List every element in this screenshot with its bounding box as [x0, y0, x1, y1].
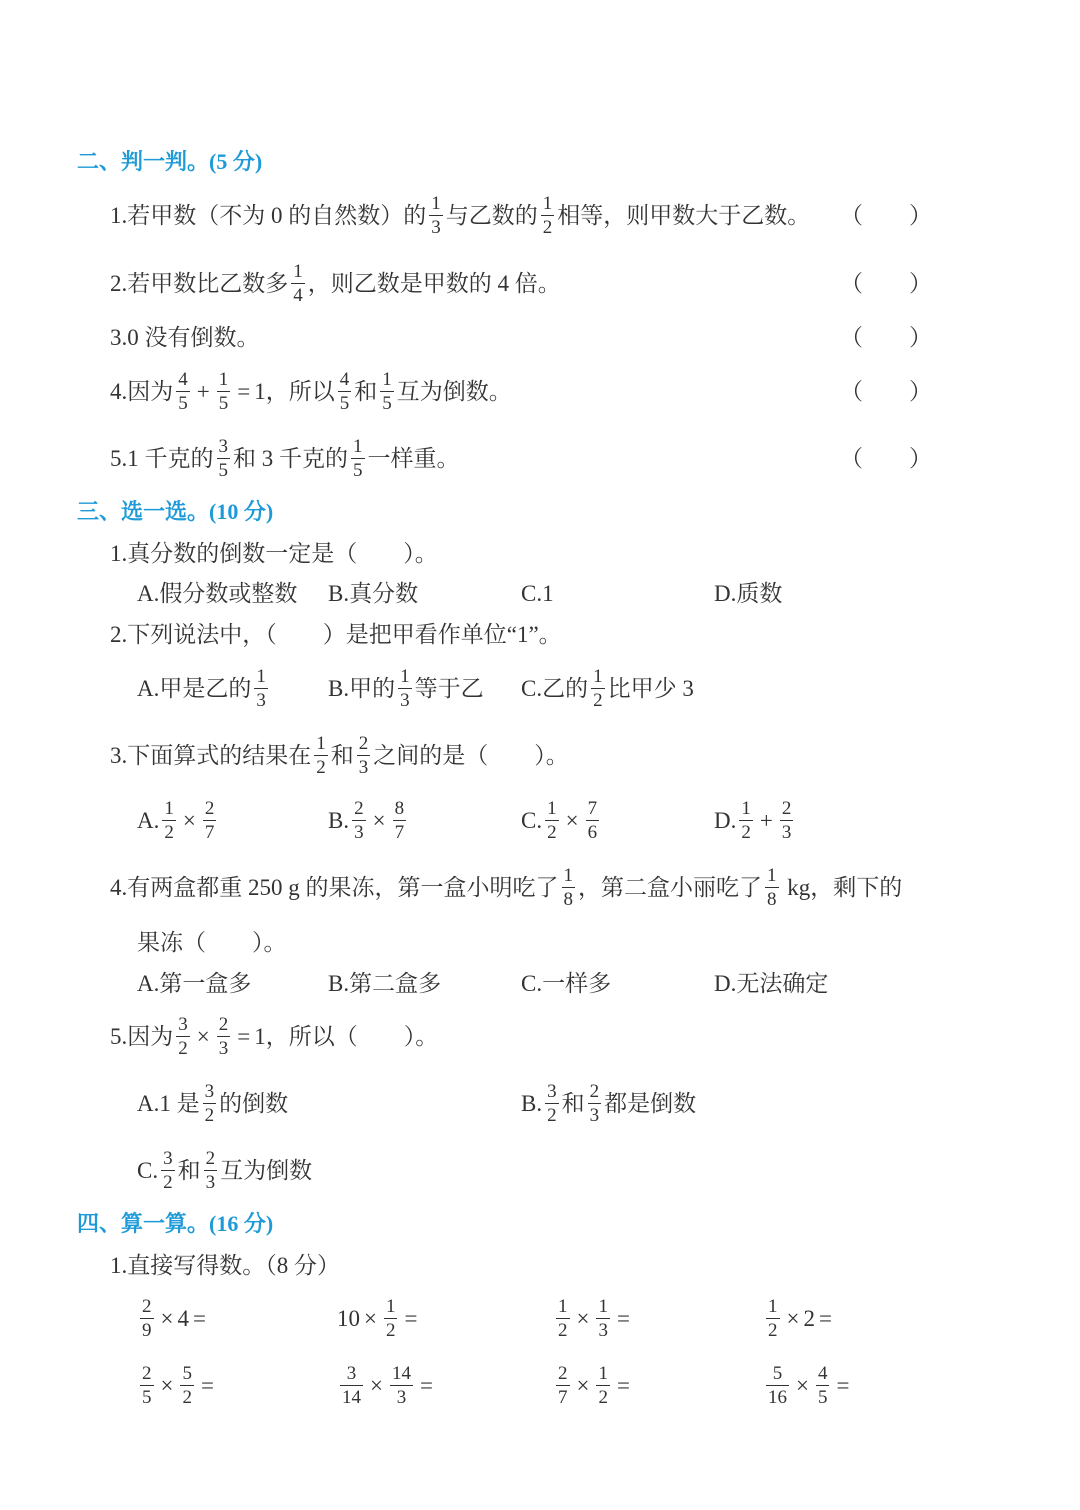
judge-question-5 [110, 434, 460, 482]
fraction [162, 799, 176, 842]
text-run: 1，所以（ ）。 [254, 1023, 439, 1049]
calc-problem [337, 1294, 421, 1342]
fraction [217, 370, 231, 413]
fraction-numerator: 2 [142, 1362, 152, 1384]
text-run: B.第二盒多 [328, 970, 442, 996]
fraction [140, 1297, 154, 1340]
fraction-numerator: 1 [293, 260, 303, 282]
fraction-numerator: 1 [385, 1295, 396, 1317]
option-c [521, 796, 602, 844]
choice-question-4 [110, 863, 902, 911]
fraction-numerator: 2 [142, 1295, 152, 1317]
fraction [161, 1149, 175, 1192]
fraction [340, 1364, 363, 1407]
fraction [203, 1082, 217, 1125]
fraction-denominator: 2 [385, 1319, 396, 1341]
operator-sign: + [759, 807, 773, 833]
text-run: 1.若甲数（不为 0 的自然数）的 [110, 202, 427, 228]
fraction [352, 799, 366, 842]
text-run: D.无法确定 [714, 970, 829, 996]
operator-sign: × [796, 1372, 809, 1398]
fraction [545, 1082, 559, 1125]
option-b [328, 959, 441, 1007]
fraction-denominator: 2 [547, 821, 557, 843]
operator-sign: = [237, 1023, 251, 1049]
fraction-numerator: 2 [781, 797, 792, 819]
fraction-numerator: 3 [204, 1080, 215, 1102]
operator-sign: × [372, 807, 386, 833]
calc-problem [553, 1361, 634, 1409]
section-heading: 四、算一算。(16 分) [77, 1211, 274, 1236]
text-run: B.真分数 [328, 580, 419, 606]
fraction [739, 799, 753, 842]
text-run: 之间的是（ ）。 [373, 742, 569, 768]
fraction-numerator: 1 [558, 1295, 568, 1317]
operator-sign: × [160, 1305, 174, 1331]
fraction [393, 799, 407, 842]
fraction-denominator: 3 [396, 1386, 407, 1408]
text-run: 3.下面算式的结果在 [110, 742, 312, 768]
option-d [714, 959, 828, 1007]
operator-sign: + [196, 378, 210, 404]
fraction-denominator: 2 [178, 1037, 188, 1059]
text-run: C.一样多 [521, 970, 612, 996]
fraction [351, 437, 365, 480]
fraction-denominator: 16 [768, 1386, 787, 1408]
fraction-numerator: 3 [340, 1364, 363, 1386]
operator-sign: = [200, 1372, 214, 1398]
text-run: 3.0 没有倒数。 [110, 324, 260, 350]
calc-problem [137, 1361, 218, 1409]
answer-bracket: （ ） [840, 324, 932, 350]
fraction-denominator: 7 [558, 1386, 568, 1408]
fraction-denominator: 2 [316, 756, 326, 778]
fraction [357, 734, 371, 777]
fraction [588, 1082, 602, 1125]
calc-problem [337, 1361, 437, 1409]
option-d [714, 569, 782, 617]
fraction-denominator: 3 [589, 1104, 600, 1126]
fraction [765, 866, 779, 909]
text-run: C. [521, 807, 543, 833]
fraction [176, 370, 190, 413]
fraction-numerator: 1 [547, 797, 557, 819]
fraction-denominator: 5 [382, 392, 392, 414]
fraction-numerator: 2 [204, 797, 215, 819]
fraction-denominator: 3 [358, 756, 369, 778]
text-run: ，第二盒小丽吃了 [578, 874, 762, 900]
fraction-numerator: 1 [741, 797, 751, 819]
text-run: D. [714, 807, 737, 833]
fraction-numerator: 3 [163, 1147, 173, 1169]
fraction-numerator: 14 [391, 1362, 411, 1384]
text-run: C.1 [521, 580, 554, 606]
option-a [137, 959, 251, 1007]
operator-sign: = [818, 1305, 832, 1331]
calc-question-1 [110, 1241, 340, 1289]
option-a [137, 664, 271, 712]
calc-problem [763, 1294, 836, 1342]
text-run: 2 [803, 1305, 815, 1331]
choice-question-2 [110, 610, 562, 658]
fraction-denominator: 2 [741, 821, 751, 843]
operator-sign: × [364, 1305, 377, 1331]
fraction-numerator: 2 [558, 1362, 568, 1384]
text-run: D.质数 [714, 580, 783, 606]
fraction-numerator: 4 [817, 1362, 828, 1384]
fraction-denominator: 14 [342, 1386, 361, 1408]
fraction-denominator: 3 [781, 821, 792, 843]
operator-sign: × [196, 1023, 210, 1049]
text-run: C.乙的 [521, 675, 589, 701]
fraction [180, 1364, 194, 1407]
fraction [217, 437, 231, 480]
fraction-denominator: 2 [204, 1104, 215, 1126]
choice-question-3 [110, 731, 569, 779]
option-a [137, 1079, 288, 1127]
fraction [586, 799, 600, 842]
choice-question-5 [110, 1012, 438, 1060]
text-run: 和 3 千克的 [233, 445, 348, 471]
text-run: 一样重。 [367, 445, 460, 471]
fraction-denominator: 9 [142, 1319, 152, 1341]
fraction [380, 370, 394, 413]
fraction [545, 799, 559, 842]
fraction [556, 1364, 570, 1407]
judge-question-3 [110, 313, 260, 361]
section-heading: 三、选一选。(10 分) [77, 499, 274, 524]
fraction [766, 1297, 780, 1340]
operator-sign: = [237, 378, 251, 404]
fraction-denominator: 5 [353, 459, 363, 481]
fraction-denominator: 3 [354, 821, 364, 843]
text-run: B. [521, 1090, 543, 1116]
text-run: B.甲的 [328, 675, 396, 701]
fraction-numerator: 1 [382, 368, 392, 390]
fraction-numerator: 1 [542, 192, 553, 214]
fraction-numerator: 1 [164, 797, 174, 819]
operator-sign: = [836, 1372, 850, 1398]
text-run: 5.因为 [110, 1023, 174, 1049]
fraction-denominator: 5 [339, 392, 350, 414]
text-run: A.1 是 [137, 1090, 200, 1116]
option-a [137, 796, 219, 844]
answer-bracket: （ ） [840, 270, 932, 296]
fraction-denominator: 6 [587, 821, 598, 843]
fraction-denominator: 7 [394, 821, 405, 843]
text-run: 互为倒数。 [396, 378, 512, 404]
text-run: 和 [561, 1090, 585, 1116]
text-run: 比甲少 3 [607, 675, 694, 701]
fraction-numerator: 3 [178, 1013, 188, 1035]
fraction-denominator: 5 [142, 1386, 152, 1408]
fraction-numerator: 8 [394, 797, 405, 819]
text-run: 4.因为 [110, 378, 174, 404]
text-run: A.第一盒多 [137, 970, 252, 996]
fraction [556, 1297, 570, 1340]
fraction [390, 1364, 413, 1407]
fraction-denominator: 2 [163, 1171, 173, 1193]
fraction-numerator: 2 [358, 732, 369, 754]
fraction-denominator: 2 [598, 1386, 608, 1408]
fraction-denominator: 3 [256, 689, 266, 711]
option-c [521, 959, 611, 1007]
answer-bracket: （ ） [840, 445, 932, 471]
operator-sign: × [786, 1305, 800, 1331]
fraction-numerator: 5 [766, 1364, 789, 1386]
text-run: 2.下列说法中，（ ）是把甲看作单位“1”。 [110, 621, 562, 647]
operator-sign: = [616, 1305, 630, 1331]
fraction-numerator: 1 [431, 192, 441, 214]
text-run: 1，所以 [254, 378, 335, 404]
fraction [596, 1297, 610, 1340]
fraction-denominator: 3 [400, 689, 410, 711]
section-heading: 二、判一判。(5 分) [77, 149, 263, 174]
text-run: 的倒数 [219, 1090, 289, 1116]
fraction [780, 799, 794, 842]
fraction-denominator: 5 [817, 1386, 828, 1408]
operator-sign: = [419, 1372, 433, 1398]
text-run: 果冻（ ）。 [137, 929, 287, 955]
fraction-numerator: 1 [598, 1362, 608, 1384]
operator-sign: × [160, 1372, 174, 1398]
judge-question-1 [110, 191, 810, 239]
fraction-denominator: 2 [558, 1319, 568, 1341]
fraction-denominator: 5 [178, 392, 188, 414]
option-b [328, 664, 484, 712]
fraction-numerator: 1 [563, 864, 573, 886]
fraction-numerator: 1 [256, 665, 266, 687]
fraction-denominator: 3 [598, 1319, 608, 1341]
fraction [429, 194, 443, 237]
text-run: A.假分数或整数 [137, 580, 298, 606]
fraction-numerator: 4 [339, 368, 350, 390]
calc-problem [763, 1361, 853, 1409]
fraction [140, 1364, 154, 1407]
text-run: 4.有两盒都重 250 g 的果冻，第一盒小明吃了 [110, 874, 559, 900]
operator-sign: × [576, 1305, 590, 1331]
fraction-denominator: 2 [182, 1386, 192, 1408]
fraction [176, 1015, 190, 1058]
fraction [384, 1297, 398, 1340]
text-run: 2.若甲数比乙数多 [110, 270, 289, 296]
fraction [314, 734, 328, 777]
fraction [204, 1149, 218, 1192]
fraction [203, 799, 217, 842]
operator-sign: = [192, 1305, 206, 1331]
fraction-numerator: 1 [593, 665, 603, 687]
fraction [398, 667, 412, 710]
fraction-numerator: 1 [598, 1295, 608, 1317]
fraction-denominator: 7 [204, 821, 215, 843]
fraction [338, 370, 352, 413]
option-b [328, 796, 409, 844]
fraction [541, 194, 555, 237]
fraction-denominator: 5 [218, 459, 228, 481]
operator-sign: × [182, 807, 196, 833]
fraction-numerator: 3 [547, 1080, 557, 1102]
fraction-denominator: 4 [293, 284, 303, 306]
fraction [591, 667, 605, 710]
option-c [137, 1146, 312, 1194]
operator-sign: × [370, 1372, 383, 1398]
option-b [521, 1079, 696, 1127]
text-run: 和 [330, 742, 354, 768]
fraction-denominator: 8 [767, 888, 777, 910]
fraction-denominator: 2 [542, 216, 553, 238]
operator-sign: = [404, 1305, 418, 1331]
text-run: 4 [177, 1305, 189, 1331]
fraction-numerator: 7 [587, 797, 598, 819]
fraction-denominator: 2 [768, 1319, 778, 1341]
fraction-denominator: 2 [593, 689, 603, 711]
fraction-numerator: 1 [316, 732, 326, 754]
fraction-numerator: 3 [218, 435, 228, 457]
text-run: A. [137, 807, 160, 833]
calc-problem [553, 1294, 634, 1342]
fraction-numerator: 2 [205, 1147, 216, 1169]
option-c [521, 664, 694, 712]
operator-sign: × [565, 807, 579, 833]
fraction-numerator: 2 [354, 797, 364, 819]
text-run: 10 [337, 1305, 360, 1331]
fraction-denominator: 2 [547, 1104, 557, 1126]
fraction-numerator: 2 [589, 1080, 600, 1102]
text-run: 1.直接写得数。（8 分） [110, 1252, 340, 1278]
answer-bracket: （ ） [840, 378, 932, 404]
text-run: 都是倒数 [604, 1090, 697, 1116]
operator-sign: × [576, 1372, 590, 1398]
text-run: 等于乙 [414, 675, 484, 701]
fraction [254, 667, 268, 710]
fraction-denominator: 3 [218, 1037, 229, 1059]
fraction [816, 1364, 830, 1407]
fraction-denominator: 2 [164, 821, 174, 843]
fraction [596, 1364, 610, 1407]
option-d [714, 796, 796, 844]
fraction-denominator: 3 [431, 216, 441, 238]
answer-bracket: （ ） [840, 202, 932, 228]
fraction-numerator: 1 [768, 1295, 778, 1317]
fraction-numerator: 1 [353, 435, 363, 457]
fraction [562, 866, 576, 909]
fraction-numerator: 4 [178, 368, 188, 390]
text-run: C. [137, 1157, 159, 1183]
fraction-denominator: 3 [205, 1171, 216, 1193]
fraction [766, 1364, 789, 1407]
operator-sign: = [616, 1372, 630, 1398]
text-run: 与乙数的 [445, 202, 538, 228]
fraction [291, 262, 305, 305]
fraction-denominator: 8 [563, 888, 573, 910]
text-run: kg，剩下的 [781, 874, 903, 900]
fraction-numerator: 5 [182, 1362, 192, 1384]
text-run: 5.1 千克的 [110, 445, 214, 471]
calc-problem [137, 1294, 210, 1342]
text-run: B. [328, 807, 350, 833]
fraction-numerator: 1 [218, 368, 229, 390]
fraction [217, 1015, 231, 1058]
judge-question-2 [110, 259, 561, 307]
text-run: 和 [354, 378, 378, 404]
fraction-numerator: 1 [767, 864, 777, 886]
text-run: A.甲是乙的 [137, 675, 252, 701]
judge-question-4 [110, 367, 512, 415]
text-run: 相等，则甲数大于乙数。 [557, 202, 811, 228]
fraction-numerator: 2 [218, 1013, 229, 1035]
text-run: 互为倒数 [220, 1157, 313, 1183]
fraction-numerator: 1 [400, 665, 410, 687]
text-run: ，则乙数是甲数的 4 倍。 [307, 270, 561, 296]
fraction-denominator: 5 [218, 392, 229, 414]
text-run: 1.真分数的倒数一定是（ ）。 [110, 540, 438, 566]
text-run: 和 [177, 1157, 201, 1183]
